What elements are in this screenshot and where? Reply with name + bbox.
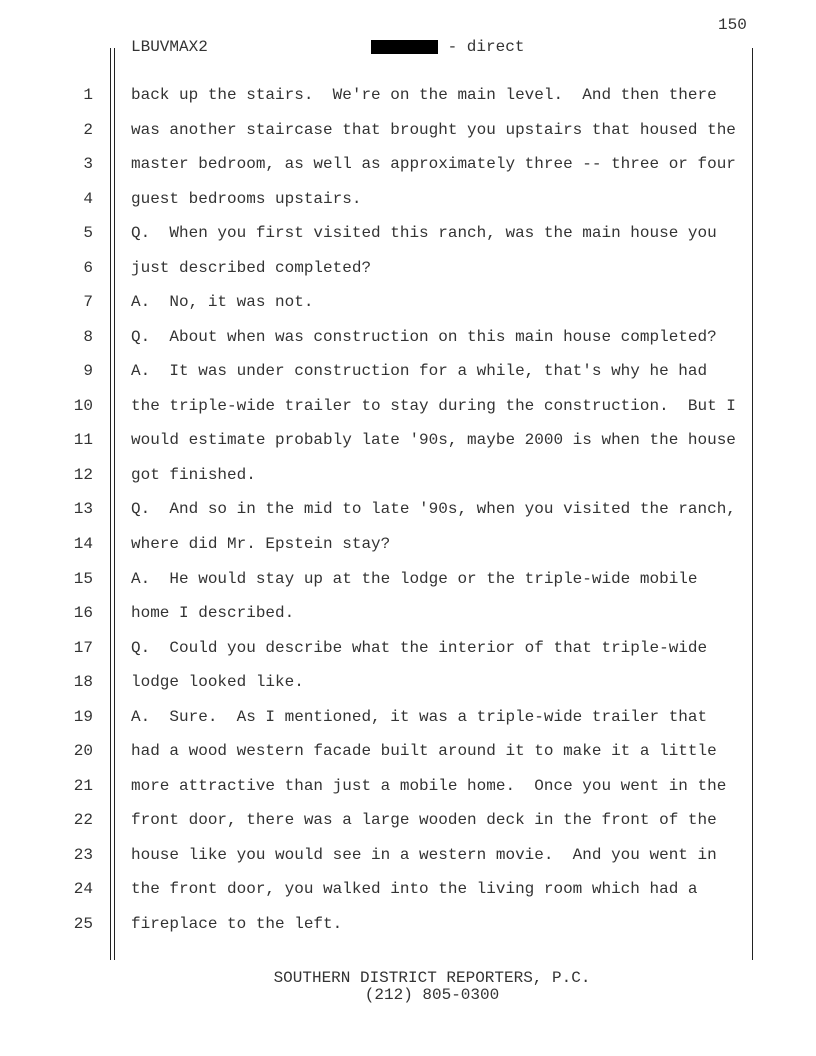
- transcript-line: the triple-wide trailer to stay during the construction. But I: [131, 396, 736, 415]
- transcript-line: got finished.: [131, 465, 256, 484]
- transcript-line: A. No, it was not.: [131, 293, 314, 312]
- line-number: 12: [73, 465, 93, 484]
- line-number: 11: [73, 431, 93, 450]
- line-number: 9: [83, 362, 93, 381]
- transcript-line: home I described.: [131, 604, 295, 623]
- transcript-line: where did Mr. Epstein stay?: [131, 535, 391, 554]
- line-number: 15: [73, 569, 93, 588]
- footer-phone: (212) 805-0300: [364, 986, 500, 1004]
- transcript-line: would estimate probably late '90s, maybe 2000 is when the house: [131, 431, 736, 450]
- transcript-line: the front door, you walked into the living room which had a: [131, 880, 698, 899]
- line-number: 23: [73, 845, 93, 864]
- transcript-line: house like you would see in a western movie. And you went in: [131, 845, 717, 864]
- line-number: 5: [83, 224, 93, 243]
- left-margin-rule-inner: [114, 48, 115, 960]
- line-number: 1: [83, 86, 93, 104]
- line-number: 22: [73, 811, 93, 830]
- line-number: 13: [73, 500, 93, 519]
- transcript-line: Q. About when was construction on this main house completed?: [131, 327, 717, 346]
- line-number: 16: [73, 604, 93, 623]
- line-number: 7: [83, 293, 93, 312]
- transcript-line: just described completed?: [131, 258, 372, 277]
- transcript-line: Q. And so in the mid to late '90s, when you visited the ranch,: [131, 500, 736, 519]
- line-number: 24: [73, 880, 93, 899]
- transcript-line: was another staircase that brought you upstairs that housed the: [131, 120, 736, 139]
- left-margin-rule-outer: [110, 48, 111, 960]
- transcript-line: more attractive than just a mobile home. Once you went in the: [131, 776, 727, 795]
- line-number: 10: [73, 396, 93, 415]
- witness-examination-label: - direct: [438, 38, 525, 56]
- transcript-line: A. It was under construction for a while, that's why he had: [131, 362, 708, 381]
- line-number: 14: [73, 535, 93, 554]
- line-number: 17: [73, 638, 93, 657]
- line-number: 8: [83, 327, 93, 346]
- transcript-line: lodge looked like.: [131, 673, 304, 692]
- transcript-line: back up the stairs. We're on the main level. And then there: [131, 86, 717, 104]
- line-number: 21: [73, 776, 93, 795]
- transcript-line: front door, there was a large wooden deck in the front of the: [131, 811, 717, 830]
- transcript-line: A. Sure. As I mentioned, it was a triple-wide trailer that: [131, 707, 708, 726]
- transcript-line: had a wood western facade built around it to make it a little: [131, 742, 717, 761]
- case-code: LBUVMAX2: [131, 38, 208, 56]
- transcript-line: Q. Could you describe what the interior of that triple-wide: [131, 638, 708, 657]
- transcript-line: A. He would stay up at the lodge or the triple-wide mobile: [131, 569, 698, 588]
- redaction-box: [371, 40, 438, 54]
- line-number: 18: [73, 673, 93, 692]
- transcript-line: master bedroom, as well as approximately three -- three or four: [131, 155, 736, 174]
- line-number: 2: [83, 120, 93, 139]
- transcript-line: fireplace to the left.: [131, 914, 343, 933]
- transcript-line: Q. When you first visited this ranch, was the main house you: [131, 224, 717, 243]
- line-number: 3: [83, 155, 93, 174]
- line-number: 20: [73, 742, 93, 761]
- right-margin-rule: [752, 48, 753, 960]
- transcript-line: guest bedrooms upstairs.: [131, 189, 362, 208]
- line-number: 25: [73, 914, 93, 933]
- page-number: 150: [718, 16, 747, 34]
- line-number: 19: [73, 707, 93, 726]
- footer-reporter-name: SOUTHERN DISTRICT REPORTERS, P.C.: [273, 969, 591, 987]
- line-number: 4: [83, 189, 93, 208]
- line-number: 6: [83, 258, 93, 277]
